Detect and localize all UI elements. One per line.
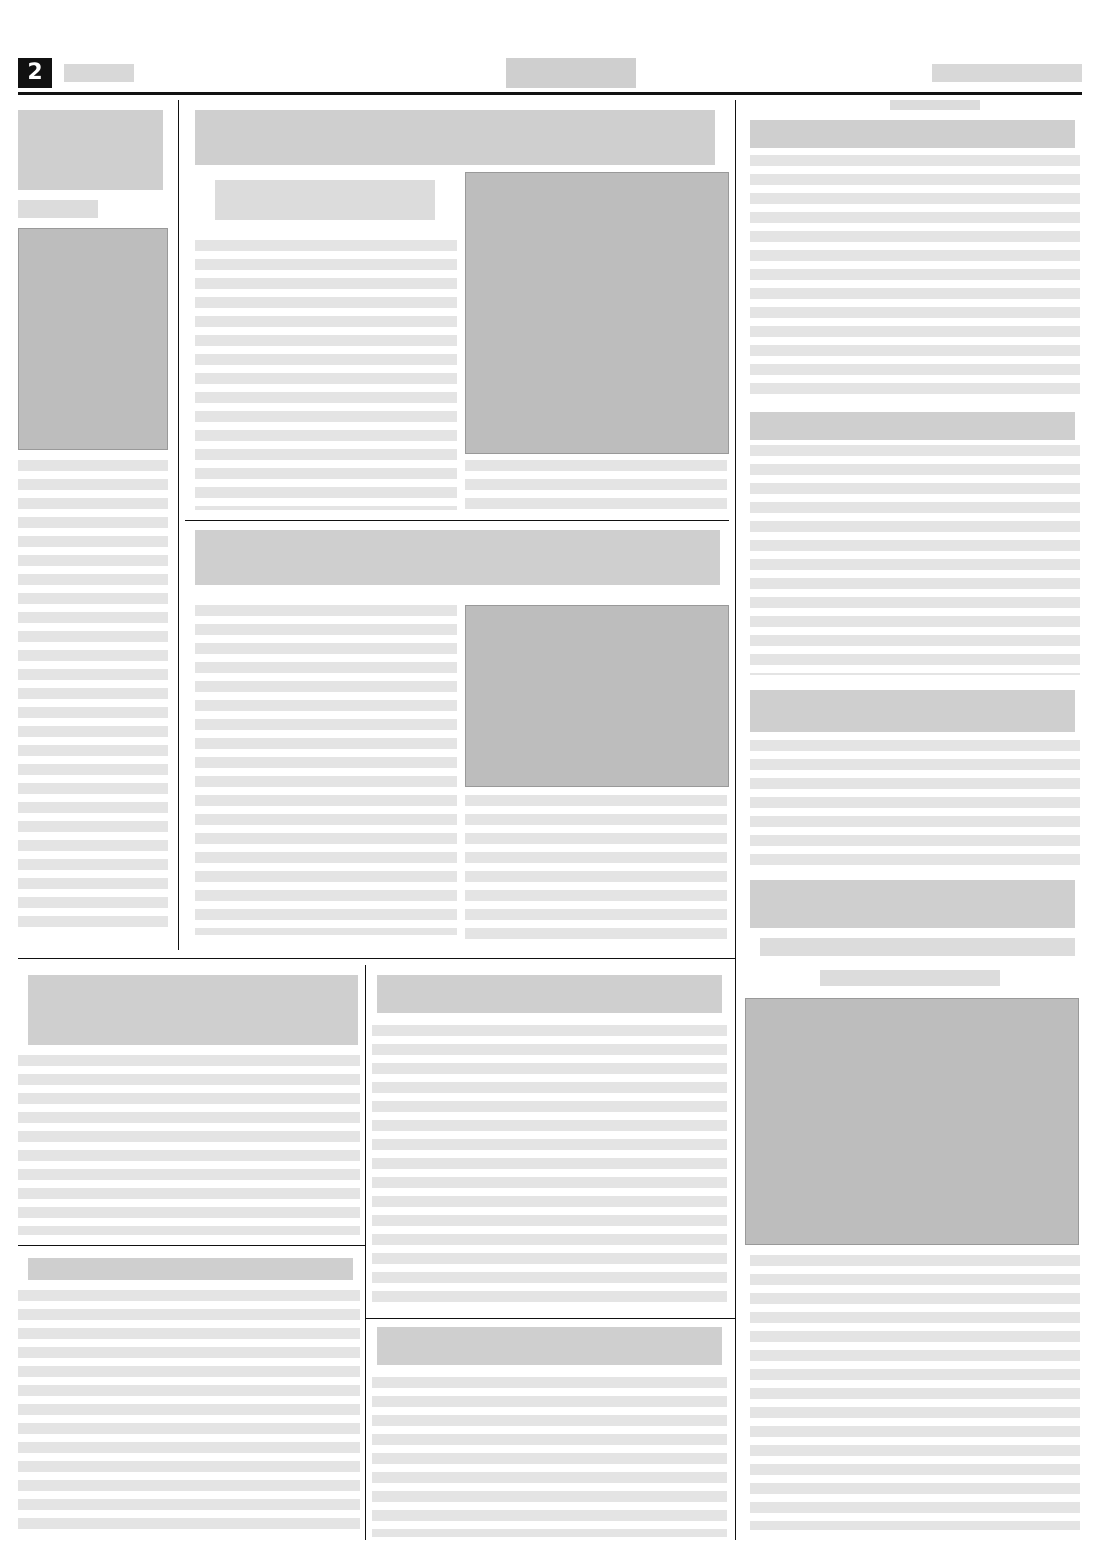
section-rule-lower [18,958,735,959]
dateline-city [64,64,134,82]
body-left-column [18,460,168,930]
article-top-lead [185,100,729,515]
section-rule-upper [185,520,729,521]
article-bottom-middle [372,965,730,1313]
subhead-left-column [18,200,98,218]
page-number: 2 [18,58,52,88]
body-right-third [750,740,1080,865]
kicker-right-top [890,100,980,110]
headline-bottom-left-second [28,1258,353,1280]
headline-right-top [750,120,1075,148]
headline-bottom-middle-second [377,1327,722,1365]
body-right-top [750,155,1080,395]
body-top-lead-left [195,240,457,510]
issue-date [932,64,1082,82]
article-bottom-left [18,965,360,1240]
article-anniversary [185,525,729,950]
headline-bottom-left [28,975,358,1045]
column-rule-right [735,100,736,1540]
headline-bottom-middle [377,975,722,1013]
body-bottom-middle [372,1025,727,1310]
photo-anniversary-crowd [465,605,729,787]
body-right-second [750,445,1080,675]
masthead-logo [506,58,636,88]
article-right-second [740,400,1082,680]
headline-anniversary [195,530,720,585]
body-bottom-left [18,1055,360,1235]
body-top-lead-right [465,460,727,510]
article-right-bottom [740,870,1082,1540]
headline-left-column [18,110,163,190]
subhead-top-lead [215,180,435,220]
body-anniversary-left [195,605,457,935]
article-bottom-middle-second [372,1322,730,1540]
body-right-bottom [750,1255,1080,1530]
photo-candidate-welcome [465,172,729,454]
body-bottom-middle-second [372,1377,727,1537]
column-rule-bottom-middle [365,965,366,1540]
headline-right-third [750,690,1075,732]
article-right-third [740,680,1082,870]
subhead-right-bottom-2 [820,970,1000,986]
section-rule-bottom-left [18,1245,365,1246]
column-rule-left [178,100,179,950]
article-bottom-left-second [18,1250,360,1540]
subhead-right-bottom-1 [760,938,1075,956]
body-anniversary-right [465,795,727,945]
headline-right-bottom [750,880,1075,928]
headline-top-lead [195,110,715,165]
article-right-top [740,100,1082,400]
article-left-column [18,100,173,950]
masthead [18,58,1082,95]
photo-campaign-group [745,998,1079,1245]
body-bottom-left-second [18,1290,360,1535]
headline-right-second [750,412,1075,440]
photo-stage-event [18,228,168,450]
section-rule-bottom-middle [365,1318,735,1319]
